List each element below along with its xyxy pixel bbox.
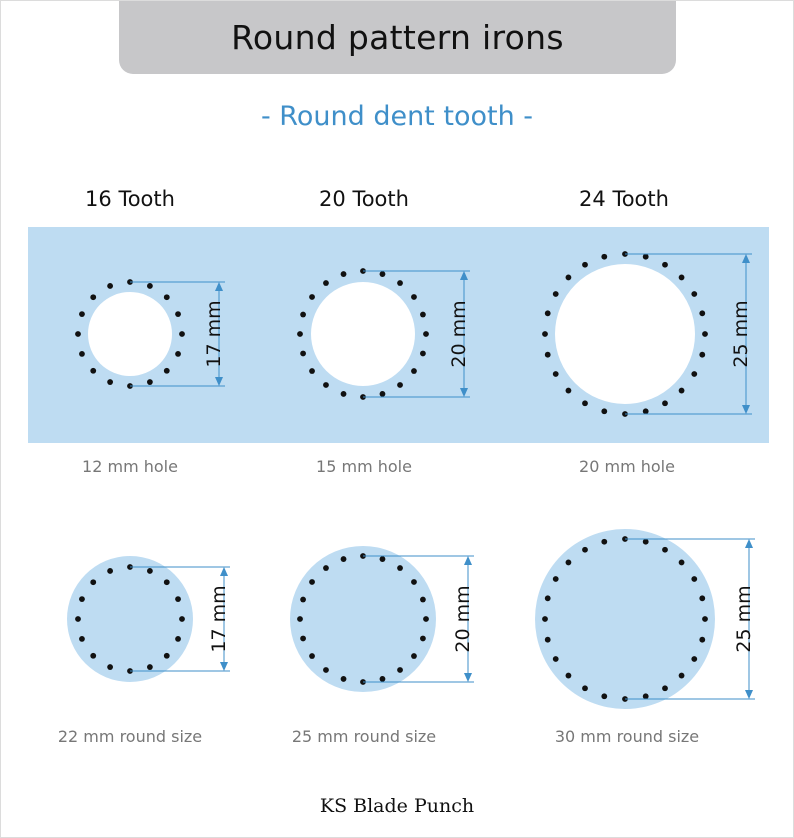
tooth-dot xyxy=(397,382,403,388)
tooth-dot xyxy=(662,262,668,268)
tooth-dot xyxy=(90,294,96,300)
tooth-dot xyxy=(175,636,181,642)
tooth-dot xyxy=(90,653,96,659)
tooth-dot xyxy=(542,331,548,337)
tooth-dot xyxy=(643,693,649,699)
tooth-dot xyxy=(420,597,426,603)
column-heading-24: 24 Tooth xyxy=(579,187,669,211)
arrow-up-icon xyxy=(215,282,223,291)
tooth-dot xyxy=(411,294,417,300)
tooth-dot xyxy=(691,371,697,377)
tooth-dot xyxy=(691,291,697,297)
arrow-up-icon xyxy=(220,567,228,576)
tooth-dot xyxy=(566,560,572,566)
tooth-dot xyxy=(643,254,649,260)
tooth-dot xyxy=(411,579,417,585)
tooth-dot xyxy=(107,568,113,574)
tooth-dot xyxy=(179,616,185,622)
tooth-dot xyxy=(107,283,113,289)
center-hole xyxy=(555,264,695,404)
hole-pattern-24 xyxy=(542,251,752,417)
hole-dimension-label-24: 25 mm xyxy=(730,300,752,368)
tooth-dot xyxy=(702,616,708,622)
arrow-down-icon xyxy=(745,690,753,699)
tooth-dot xyxy=(147,283,153,289)
arrow-down-icon xyxy=(742,405,750,414)
tooth-dot xyxy=(179,331,185,337)
center-hole xyxy=(311,282,415,386)
tooth-dot xyxy=(545,595,551,601)
tooth-dot xyxy=(643,539,649,545)
tooth-dot xyxy=(582,685,588,691)
round-disc xyxy=(535,529,715,709)
tooth-dot xyxy=(582,262,588,268)
tooth-dot xyxy=(175,311,181,317)
tooth-dot xyxy=(147,664,153,670)
tooth-dot xyxy=(300,636,306,642)
tooth-dot xyxy=(702,331,708,337)
tooth-dot xyxy=(175,596,181,602)
tooth-dot xyxy=(79,636,85,642)
tooth-dot xyxy=(601,408,607,414)
brand-logo: KS Blade Punch xyxy=(319,795,475,817)
arrow-down-icon xyxy=(220,662,228,671)
tooth-dot xyxy=(699,595,705,601)
hole-caption-16: 12 mm hole xyxy=(82,457,178,476)
tooth-dot xyxy=(553,371,559,377)
tooth-dot xyxy=(566,388,572,394)
tooth-dot xyxy=(679,673,685,679)
tooth-dot xyxy=(691,656,697,662)
tooth-dot xyxy=(545,352,551,358)
tooth-dot xyxy=(397,280,403,286)
hole-dimension-label-16: 17 mm xyxy=(203,300,225,368)
tooth-dot xyxy=(147,379,153,385)
tooth-dot xyxy=(380,556,386,562)
tooth-dot xyxy=(380,676,386,682)
tooth-dot xyxy=(300,597,306,603)
tooth-dot xyxy=(566,275,572,281)
tooth-dot xyxy=(175,351,181,357)
tooth-dot xyxy=(309,294,315,300)
round-dimension-label-20: 20 mm xyxy=(452,585,474,653)
tooth-dot xyxy=(423,616,429,622)
subtitle: - Round dent tooth - xyxy=(260,101,534,132)
round-dimension-label-16: 17 mm xyxy=(208,585,230,653)
round-disc xyxy=(290,546,436,692)
tooth-dot xyxy=(90,368,96,374)
tooth-dot xyxy=(164,368,170,374)
tooth-dot xyxy=(323,565,329,571)
hole-diagrams xyxy=(75,251,752,417)
tooth-dot xyxy=(643,408,649,414)
round-pattern-16 xyxy=(67,556,230,682)
round-diagrams xyxy=(67,529,755,709)
column-heading-20: 20 Tooth xyxy=(319,187,409,211)
tooth-dot xyxy=(309,579,315,585)
tooth-dot xyxy=(545,637,551,643)
tooth-dot xyxy=(423,331,429,337)
center-hole xyxy=(88,292,172,376)
arrow-down-icon xyxy=(215,377,223,386)
round-disc xyxy=(67,556,193,682)
tooth-dot xyxy=(107,664,113,670)
tooth-dot xyxy=(566,673,572,679)
hole-caption-24: 20 mm hole xyxy=(579,457,675,476)
round-caption-24: 30 mm round size xyxy=(554,727,700,746)
hole-pattern-20 xyxy=(297,268,470,400)
tooth-dot xyxy=(582,547,588,553)
tooth-dot xyxy=(380,271,386,277)
tooth-dot xyxy=(79,351,85,357)
tooth-dot xyxy=(147,568,153,574)
tooth-dot xyxy=(553,576,559,582)
tooth-dot xyxy=(411,368,417,374)
tooth-dot xyxy=(90,579,96,585)
tooth-dot xyxy=(601,539,607,545)
arrow-up-icon xyxy=(464,556,472,565)
tooth-dot xyxy=(542,616,548,622)
tooth-dot xyxy=(601,254,607,260)
tooth-dot xyxy=(553,291,559,297)
tooth-dot xyxy=(323,667,329,673)
tooth-dot xyxy=(699,310,705,316)
tooth-dot xyxy=(164,653,170,659)
tooth-dot xyxy=(601,693,607,699)
tooth-dot xyxy=(297,331,303,337)
tooth-dot xyxy=(341,676,347,682)
tooth-dot xyxy=(582,400,588,406)
tooth-dot xyxy=(75,331,81,337)
tooth-dot xyxy=(341,556,347,562)
tooth-dot xyxy=(679,275,685,281)
tooth-dot xyxy=(323,280,329,286)
tooth-dot xyxy=(420,636,426,642)
round-dimension-label-24: 25 mm xyxy=(733,585,755,653)
tooth-dot xyxy=(75,616,81,622)
tooth-dot xyxy=(397,565,403,571)
arrow-up-icon xyxy=(460,271,468,280)
tooth-dot xyxy=(164,294,170,300)
tooth-dot xyxy=(309,368,315,374)
column-heading-16: 16 Tooth xyxy=(85,187,175,211)
pattern-diagrams xyxy=(1,1,793,837)
tooth-dot xyxy=(420,351,426,357)
round-pattern-20 xyxy=(290,546,474,692)
tooth-dot xyxy=(699,352,705,358)
tooth-dot xyxy=(341,391,347,397)
hole-caption-20: 15 mm hole xyxy=(316,457,412,476)
hole-pattern-16 xyxy=(75,279,225,389)
tooth-dot xyxy=(79,311,85,317)
tooth-dot xyxy=(341,271,347,277)
tooth-dot xyxy=(323,382,329,388)
tooth-dot xyxy=(79,596,85,602)
tooth-dot xyxy=(679,388,685,394)
round-pattern-24 xyxy=(535,529,755,709)
arrow-down-icon xyxy=(460,388,468,397)
tooth-dot xyxy=(397,667,403,673)
tooth-dot xyxy=(297,616,303,622)
round-caption-20: 25 mm round size xyxy=(291,727,437,746)
tooth-dot xyxy=(679,560,685,566)
tooth-dot xyxy=(662,400,668,406)
tooth-dot xyxy=(545,310,551,316)
tooth-dot xyxy=(553,656,559,662)
arrow-up-icon xyxy=(742,254,750,263)
hole-dimension-label-20: 20 mm xyxy=(448,300,470,368)
tooth-dot xyxy=(691,576,697,582)
page-title: Round pattern irons xyxy=(119,1,676,74)
tooth-dot xyxy=(662,685,668,691)
tooth-dot xyxy=(300,351,306,357)
tooth-dot xyxy=(300,312,306,318)
tooth-dot xyxy=(107,379,113,385)
tooth-dot xyxy=(309,653,315,659)
tooth-dot xyxy=(164,579,170,585)
tooth-dot xyxy=(380,391,386,397)
tooth-dot xyxy=(699,637,705,643)
tooth-dot xyxy=(420,312,426,318)
arrow-up-icon xyxy=(745,539,753,548)
round-caption-16: 22 mm round size xyxy=(57,727,203,746)
tooth-dot xyxy=(662,547,668,553)
tooth-dot xyxy=(411,653,417,659)
arrow-down-icon xyxy=(464,673,472,682)
